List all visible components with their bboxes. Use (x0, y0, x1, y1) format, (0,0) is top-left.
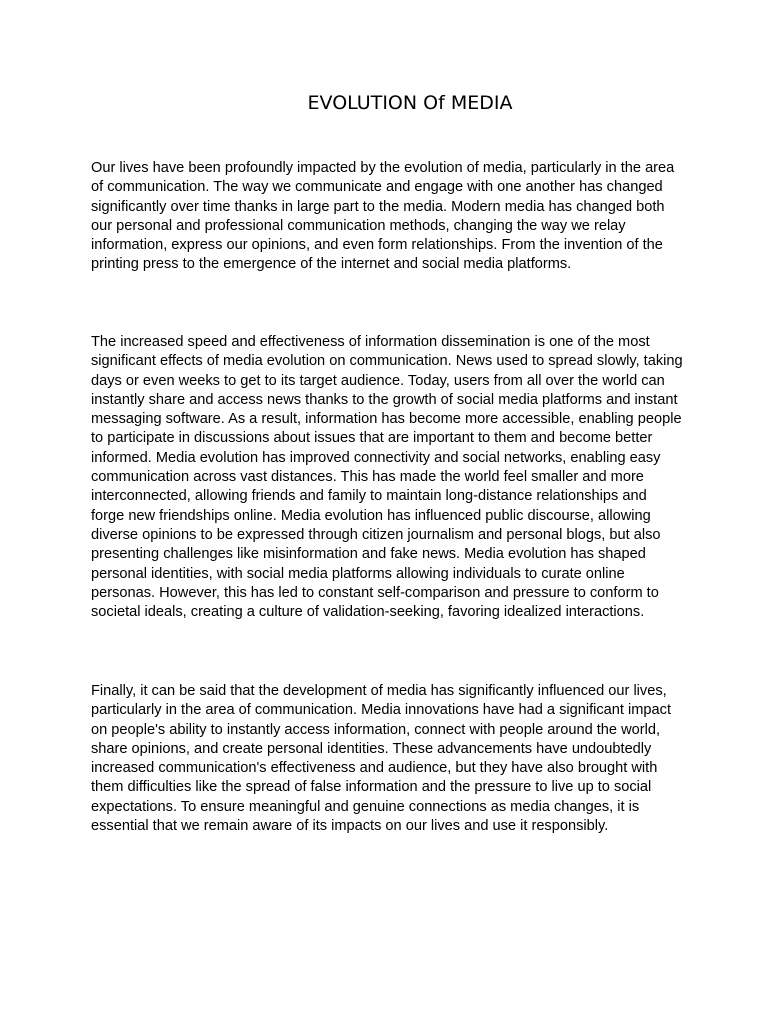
paragraph-conclusion: Finally, it can be said that the development of media has significantly influenced our lives, particularly in the area of communication. Media innovations have had a significant impact on people's ability to instantly access information, connect with people around the world, share opinions, and create personal identities. These advancements have undoubtedly increased communication's effectiveness and audience, but they have also brought with them difficulties like the spread of false information and the pressure to live up to social expectations. To ensure meaningful and genuine connections as media changes, it is essential that we remain aware of its impacts on our lives and use it responsibly. (91, 683, 672, 835)
paragraph-introduction: Our lives have been profoundly impacted by the evolution of media, particularly in the area of communication. The way we communicate and engage with one another has changed significantly over time thanks in large part to the media. Modern media has changed both our personal and professional communication methods, changing the way we relay information, express our opinions, and even form relationships. From the invention of the printing press to the emergence of the internet and social media platforms. (91, 160, 675, 273)
document-title: EVOLUTION Of MEDIA (307, 92, 513, 114)
paragraph-body: The increased speed and effectiveness of information dissemination is one of the most significant effects of media evolution on communication. News used to spread slowly, taking days or even weeks to get to its target audience. Today, users from all over the world can instantly share and access news thanks to the growth of social media platforms and instant messaging software. As a result, information has become more accessible, enabling people to participate in discussions about issues that are important to them and become better informed. Media evolution has improved connectivity and social networks, enabling easy communication across vast distances. This has made the world feel smaller and more interconnected, allowing friends and family to maintain long-distance relationships and forge new friendships online. Media evolution has influenced public discourse, allowing diverse opinions to be expressed through citizen journalism and personal blogs, but also presenting challenges like misinformation and fake news. Media evolution has shaped personal identities, with social media platforms allowing individuals to curate online personas. However, this has led to constant self-comparison and pressure to conform to societal ideals, creating a culture of validation-seeking, favoring idealized interactions. (91, 334, 683, 621)
